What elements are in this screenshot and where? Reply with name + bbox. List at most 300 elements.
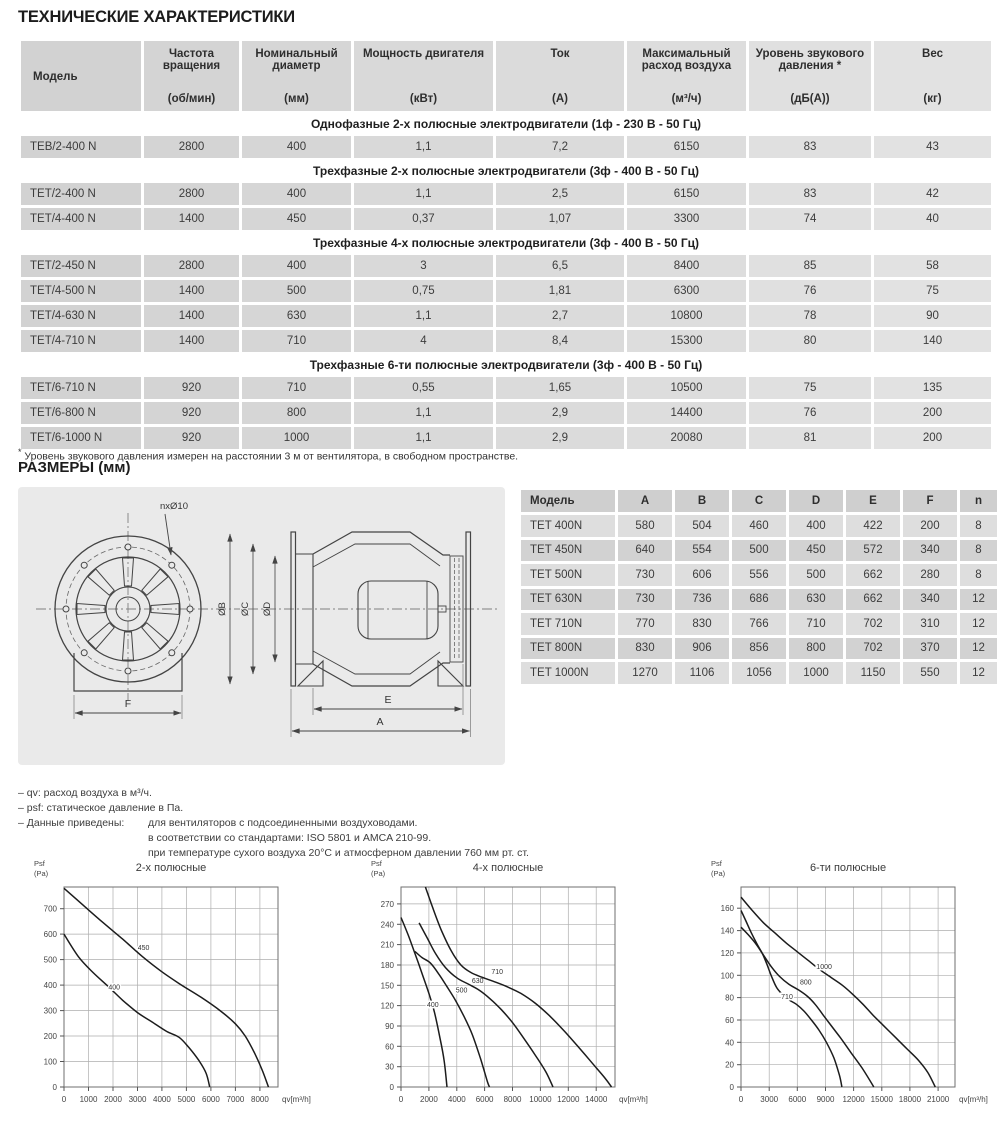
spec-section-row [21,355,991,374]
spec-cell: 710 [242,330,351,352]
spec-cell: TET/6-800 N [21,402,141,424]
note-sub-line: в соответствии со стандартами: ISO 5801 и AMCA 210-99. [148,832,432,844]
dims-cell: 830 [675,613,729,635]
dims-cell: 422 [846,515,900,537]
dimensions-table [518,487,985,687]
dims-cell: 8 [960,564,997,586]
y-axis-unit-label: Psf [371,859,382,868]
spec-table-row [21,183,991,205]
dims-cell: 450 [789,540,843,562]
x-tick-label: 2000 [104,1095,122,1104]
fan-dimension-drawing [18,487,505,765]
spec-cell: TEB/2-400 N [21,136,141,158]
dims-header-cell: B [675,490,729,512]
x-tick-label: 18000 [898,1095,922,1104]
curve-label: 800 [799,979,812,987]
dims-table-row [521,638,997,660]
dims-table-row [521,589,997,611]
spec-header-unit: (кВт) [409,93,438,105]
spec-header-unit: (дБ(А)) [790,93,830,105]
curve-label: 450 [137,944,150,952]
spec-cell: 90 [874,305,991,327]
dims-cell: TET 1000N [521,662,615,684]
dims-cell: 606 [675,564,729,586]
spec-cell: 2,7 [496,305,624,327]
notes-block [18,786,529,861]
spec-cell: 43 [874,136,991,158]
dims-cell: 1150 [846,662,900,684]
dims-header-cell: C [732,490,786,512]
dims-cell: 736 [675,589,729,611]
y-tick-label: 20 [725,1060,734,1070]
x-tick-label: 14000 [585,1095,608,1104]
dims-header-cell: n [960,490,997,512]
spec-cell: 710 [242,377,351,399]
spec-cell: 450 [242,208,351,230]
dims-cell: 12 [960,613,997,635]
spec-cell: 3300 [627,208,746,230]
spec-cell: 7,2 [496,136,624,158]
dims-cell: 730 [618,564,672,586]
dims-table-header [521,490,997,512]
spec-cell: 0,37 [354,208,493,230]
dims-cell: 550 [903,662,957,684]
spec-cell: 1000 [242,427,351,449]
spec-header-cell [627,41,746,111]
spec-cell: 800 [242,402,351,424]
dims-cell: 8 [960,540,997,562]
dims-cell: 554 [675,540,729,562]
spec-cell: 200 [874,427,991,449]
spec-cell: TET/2-400 N [21,183,141,205]
right-foot [438,661,463,686]
spec-cell: 10800 [627,305,746,327]
spec-table-body [21,114,991,449]
spec-header-name: Мощность двигателя [362,48,485,60]
x-tick-label: 8000 [503,1095,522,1104]
x-axis-unit-label: qv[m³/h] [959,1095,988,1104]
spec-cell: 15300 [627,330,746,352]
spec-cell: 2,5 [496,183,624,205]
spec-cell: 2,9 [496,402,624,424]
spec-cell: 920 [144,402,239,424]
spec-cell: TET/4-630 N [21,305,141,327]
dims-header-cell: F [903,490,957,512]
spec-cell: 74 [749,208,871,230]
spec-header-name: Номинальный диаметр [255,48,338,72]
spec-cell: 1,65 [496,377,624,399]
spec-cell: 75 [749,377,871,399]
spec-cell: 500 [242,280,351,302]
y-tick-label: 270 [380,899,394,909]
dims-cell: TET 800N [521,638,615,660]
y-tick-label: 600 [43,930,57,940]
x-tick-label: 9000 [816,1095,835,1104]
y-tick-label: 100 [43,1057,57,1067]
dims-cell: 630 [789,589,843,611]
dims-cell: 730 [618,589,672,611]
dims-cell: 572 [846,540,900,562]
curve-label: 1000 [816,963,832,971]
dims-header-cell: A [618,490,672,512]
fan-side-view [217,532,471,737]
spec-header-row [21,41,991,111]
chart-6-pole [697,855,1000,1124]
dims-cell: 1056 [732,662,786,684]
spec-cell: TET/6-710 N [21,377,141,399]
motor-body [358,581,438,639]
x-tick-label: 8000 [251,1095,269,1104]
bolt-hole [63,606,69,612]
chart-4-pole [357,855,673,1124]
spec-header-name: Модель [33,70,78,83]
dims-cell: 12 [960,662,997,684]
spec-cell: 1,07 [496,208,624,230]
dims-cell: 1000 [789,662,843,684]
fan-curve-710 [425,887,611,1087]
y-tick-label: 40 [725,1038,734,1048]
spec-section-title: Трехфазные 2-х полюсные электродвигатели (3ф - 400 В - 50 Гц) [21,161,991,180]
x-tick-label: 7000 [226,1095,245,1104]
spec-table-row [21,402,991,424]
spec-cell: 6150 [627,136,746,158]
spec-cell: 1400 [144,208,239,230]
spec-cell: 1,1 [354,402,493,424]
spec-section-title: Однофазные 2-х полюсные электродвигатели (1ф - 230 В - 50 Гц) [21,114,991,133]
x-tick-label: 0 [398,1095,404,1104]
x-tick-label: 3000 [760,1095,779,1104]
x-tick-label: 10000 [529,1095,552,1104]
performance-chart-svg [357,855,673,1119]
dims-cell: 200 [903,515,957,537]
spec-cell: 6150 [627,183,746,205]
spec-header-name: Уровень звукового давления * [755,48,865,72]
dims-cell: TET 450N [521,540,615,562]
dims-cell: 280 [903,564,957,586]
spec-cell: 2,9 [496,427,624,449]
x-tick-label: 3000 [128,1095,147,1104]
spec-cell: 85 [749,255,871,277]
spec-cell: 78 [749,305,871,327]
note-sub-line: для вентиляторов с подсоединенными воздуховодами. [148,817,418,829]
x-tick-label: 6000 [475,1095,494,1104]
x-tick-label: 1000 [79,1095,98,1104]
spec-cell: 920 [144,377,239,399]
dims-cell: 12 [960,589,997,611]
spec-cell: 0,75 [354,280,493,302]
chart-title: 4-х полюсные [472,862,544,874]
fan-curve-630 [419,923,553,1087]
spec-section-row [21,161,991,180]
spec-cell: 6,5 [496,255,624,277]
dims-header-cell: D [789,490,843,512]
dims-cell: 500 [732,540,786,562]
y-tick-label: 0 [52,1083,57,1092]
dims-cell: 906 [675,638,729,660]
performance-chart-svg [697,855,1000,1119]
dims-cell: 702 [846,638,900,660]
spec-cell: 920 [144,427,239,449]
spec-table-row [21,377,991,399]
curve-label: 400 [426,1001,439,1009]
spec-header-cell [144,41,239,111]
spec-cell: 76 [749,280,871,302]
dims-cell: 12 [960,638,997,660]
spec-cell: 135 [874,377,991,399]
chart-title: 6-ти полюсные [809,862,887,874]
spec-cell: 4 [354,330,493,352]
spec-table-row [21,280,991,302]
fan-curve-1000 [741,897,935,1087]
dims-cell: 340 [903,589,957,611]
dims-header-cell: E [846,490,900,512]
y-axis-unit-label: Psf [34,859,45,868]
curve-label: 630 [471,978,484,986]
dims-cell: 662 [846,589,900,611]
y-tick-label: 200 [43,1032,57,1041]
x-tick-label: 12000 [557,1095,580,1104]
note-line: – qv: расход воздуха в м³/ч. [18,787,152,799]
spec-header-cell [242,41,351,111]
x-tick-label: 0 [61,1095,67,1104]
spec-section-title: Трехфазные 6-ти полюсные электродвигатели (3ф - 400 В - 50 Гц) [21,355,991,374]
spec-cell: 40 [874,208,991,230]
spec-cell: 1,1 [354,183,493,205]
y-tick-label: 300 [43,1006,57,1016]
dim-e-label: E [384,694,392,706]
spec-header-cell [21,41,141,111]
dims-table-row [521,515,997,537]
spec-header-cell [749,41,871,111]
spec-header-name: Ток [550,48,570,60]
x-tick-label: 15000 [870,1095,893,1104]
y-tick-label: 0 [729,1083,734,1092]
spec-cell: 1400 [144,305,239,327]
y-tick-label: 400 [43,981,57,991]
spec-cell: 76 [749,402,871,424]
bolt-hole [81,650,87,656]
y-axis-unit-label-2: (Pa) [34,869,49,878]
spec-header-cell [496,41,624,111]
spec-cell: 8400 [627,255,746,277]
spec-header-unit: (А) [552,93,568,105]
spec-cell: 3 [354,255,493,277]
bolt-hole [187,606,193,612]
spec-cell: 2800 [144,183,239,205]
curve-label: 500 [455,987,468,995]
dims-cell: 1106 [675,662,729,684]
y-tick-label: 150 [380,981,394,991]
spec-header-name: Частота вращения [162,48,221,72]
y-tick-label: 140 [720,926,734,936]
x-axis-unit-label: qv[m³/h] [282,1095,311,1104]
dims-cell: 770 [618,613,672,635]
y-tick-label: 30 [385,1062,394,1072]
y-tick-label: 240 [380,920,394,930]
dims-cell: TET 710N [521,613,615,635]
spec-cell: 83 [749,136,871,158]
dims-cell: TET 400N [521,515,615,537]
dims-cell: 702 [846,613,900,635]
performance-chart-svg [20,855,336,1119]
curve-label: 710 [781,994,793,1001]
y-tick-label: 100 [720,971,734,981]
spec-header-cell [874,41,991,111]
spec-table-row [21,136,991,158]
y-tick-label: 210 [380,940,394,950]
dims-cell: 830 [618,638,672,660]
fan-curve-450 [64,888,269,1087]
y-axis-unit-label-2: (Pa) [371,869,386,878]
y-axis-unit-label-2: (Pa) [711,869,726,878]
y-tick-label: 80 [725,993,734,1003]
note-sub-line: при температуре сухого воздуха 20°С и атмосферном давлении 760 мм рт. ст. [148,847,529,859]
spec-table-row [21,305,991,327]
spec-cell: 0,55 [354,377,493,399]
spec-cell: 400 [242,255,351,277]
spec-cell: 10500 [627,377,746,399]
dims-table-row [521,564,997,586]
dims-cell: 686 [732,589,786,611]
spec-cell: 81 [749,427,871,449]
spec-cell: 1,1 [354,136,493,158]
y-tick-label: 90 [385,1022,394,1031]
spec-section-row [21,233,991,252]
y-tick-label: 120 [720,948,734,958]
spec-table-row [21,208,991,230]
note-line-label: – Данные приведены: [18,817,125,829]
spec-cell: 58 [874,255,991,277]
spec-cell: TET/4-400 N [21,208,141,230]
left-foot [298,661,323,686]
spec-section-title: Трехфазные 4-х полюсные электродвигатели (3ф - 400 В - 50 Гц) [21,233,991,252]
dims-header-cell: Модель [521,490,615,512]
spec-cell: 1,81 [496,280,624,302]
hole-count-label: nxØ10 [160,501,188,512]
y-tick-label: 0 [389,1083,394,1092]
dims-table-row [521,613,997,635]
spec-cell: 6300 [627,280,746,302]
dim-c-label: ØC [240,601,251,617]
dims-cell: 504 [675,515,729,537]
chart-2-pole [20,855,336,1124]
x-tick-label: 4000 [153,1095,171,1104]
spec-cell: 20080 [627,427,746,449]
dims-header-row [521,490,997,512]
footnote-asterisk: * [18,447,22,457]
bolt-hole [169,562,175,568]
dim-f-label: F [124,698,132,710]
impeller-blade [88,623,114,649]
dims-cell: 556 [732,564,786,586]
dimensions-title: РАЗМЕРЫ (мм) [18,459,131,476]
spec-cell: 80 [749,330,871,352]
impeller-blade [88,569,114,595]
spec-cell: 630 [242,305,351,327]
spec-cell: TET/2-450 N [21,255,141,277]
dims-cell: 370 [903,638,957,660]
hole-leader-line [165,514,171,555]
x-tick-label: 4000 [447,1095,466,1104]
dim-a-label: A [376,716,384,728]
dims-table-row [521,540,997,562]
dims-cell: TET 630N [521,589,615,611]
spec-header-unit: (м³/ч) [671,93,702,105]
curve-label: 710 [491,969,504,977]
x-tick-label: 21000 [926,1095,950,1104]
dims-cell: 500 [789,564,843,586]
dim-b-label: ØB [217,602,228,616]
spec-cell: 140 [874,330,991,352]
spec-cell: TET/4-710 N [21,330,141,352]
bolt-hole [125,668,131,674]
fan-curve-400 [401,918,447,1088]
spec-table-header [21,41,991,111]
y-tick-label: 60 [725,1016,734,1025]
dims-cell: 580 [618,515,672,537]
curve-label: 400 [108,984,121,992]
dims-cell: 856 [732,638,786,660]
x-tick-label: 6000 [202,1095,220,1104]
dims-cell: 800 [789,638,843,660]
page-title: ТЕХНИЧЕСКИЕ ХАРАКТЕРИСТИКИ [18,8,295,26]
spec-header-unit: (кг) [923,93,942,105]
dim-d-label: ØD [262,601,273,617]
dims-cell: 460 [732,515,786,537]
dims-cell: 8 [960,515,997,537]
dims-cell: TET 500N [521,564,615,586]
dims-cell: 340 [903,540,957,562]
dims-cell: 766 [732,613,786,635]
y-tick-label: 160 [720,904,734,914]
dims-cell: 662 [846,564,900,586]
bolt-hole [169,650,175,656]
dims-cell: 400 [789,515,843,537]
spec-cell: 8,4 [496,330,624,352]
y-tick-label: 700 [43,904,57,914]
x-tick-label: 6000 [788,1095,807,1104]
y-tick-label: 60 [385,1042,394,1052]
spec-cell: 2800 [144,136,239,158]
spec-cell: 42 [874,183,991,205]
spec-cell: TET/4-500 N [21,280,141,302]
spec-cell: 1,1 [354,427,493,449]
dims-cell: 1270 [618,662,672,684]
spec-section-row [21,114,991,133]
footnote-text: Уровень звукового давления измерен на расстоянии 3 м от вентилятора, в свободном пространстве. [21,450,519,463]
spec-header-unit: (мм) [284,93,309,105]
x-tick-label: 5000 [177,1095,196,1104]
spec-cell: 2800 [144,255,239,277]
dims-cell: 710 [789,613,843,635]
spec-cell: 400 [242,183,351,205]
spec-table [18,38,985,452]
impeller-blade [142,623,168,649]
spec-cell: 1400 [144,330,239,352]
x-tick-label: 2000 [420,1095,438,1104]
chart-title: 2-х полюсные [135,862,207,874]
y-tick-label: 120 [380,1001,394,1011]
dims-cell: 640 [618,540,672,562]
spec-cell: 1,1 [354,305,493,327]
spec-cell: 1400 [144,280,239,302]
spec-header-name: Максимальный расход воздуха [641,48,732,72]
bolt-hole [125,544,131,550]
spec-cell: 75 [874,280,991,302]
fan-drawing-svg [18,487,505,765]
spec-table-row [21,427,991,449]
note-line: – psf: статическое давление в Па. [18,802,184,814]
